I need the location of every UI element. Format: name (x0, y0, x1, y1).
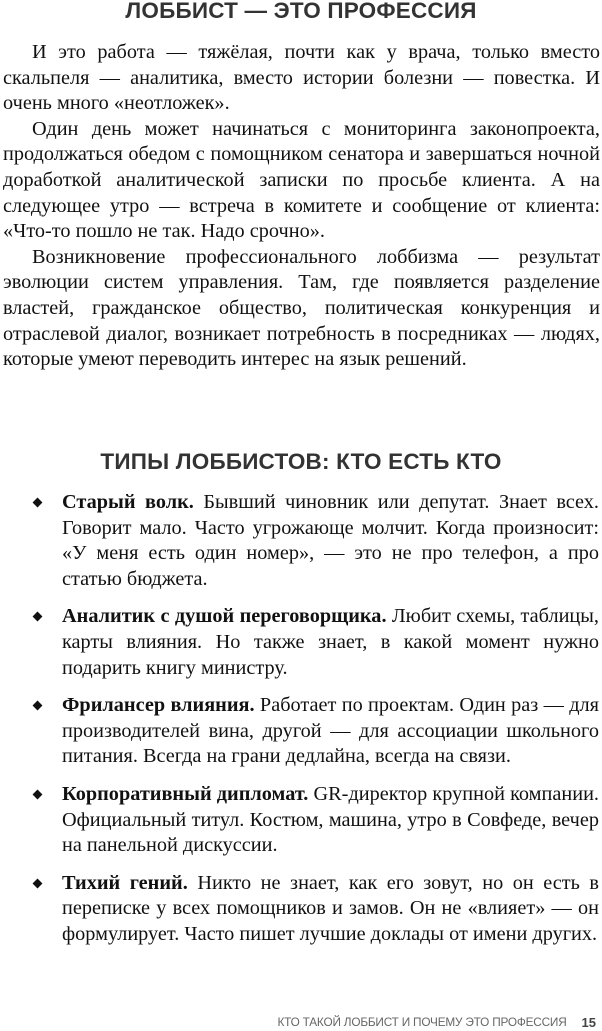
page-number: 15 (581, 1014, 596, 1030)
diamond-bullet-icon (33, 878, 43, 888)
list-item-term: Старый волк. (62, 491, 194, 513)
list-item-text: Никто не знает, как его зовут, но он есть в переписке у всех помощников и замов. Он не «влияет» — он формулирует. Часто пишет лучшие доклады от имени других. (62, 871, 599, 945)
section-heading-lobbyist-types: ТИПЫ ЛОББИСТОВ: КТО ЕСТЬ КТО (100, 449, 502, 474)
list-item (0, 871, 602, 948)
list-item-term: Аналитик с душой переговорщика. (62, 605, 387, 628)
list-item-term: Тихий гений. (62, 871, 188, 894)
section-heading-lobbyist-profession: ЛОББИСТ — ЭТО ПРОФЕССИЯ (125, 0, 477, 23)
list-item-text: Работает по проектам. Один раз — для производителей вина, другой — для ассоциации школьного питания. Всегда на грани дедлайна, всегда на связи. (62, 694, 599, 768)
running-title: КТО ТАКОЙ ЛОББИСТ И ПОЧЕМУ ЭТО ПРОФЕССИЯ (277, 1015, 567, 1029)
lobbyist-types-list (0, 490, 602, 948)
diamond-bullet-icon (33, 498, 43, 508)
diamond-bullet-icon (33, 701, 43, 711)
paragraph: Возникновение профессионального лоббизма — результат эволюции систем управления. Там, где появляется разделение властей, гражданское общество, политическая конкуренция и отраслевой диалог, возникает потребность в посредниках — людях, которые умеют переводить интерес на язык решений. (3, 245, 600, 371)
list-item-text: GR-директор крупной компании. Официальный титул. Костюм, машина, утро в Совфеде, вечер на панельной дискуссии. (62, 782, 599, 857)
list-item-text: Бывший чиновник или депутат. Знает всех. Говорит мало. Часто угрожающе молчит. Когда произносит: «У меня есть один номер», — это не про телефон, а про статью бюджета. (62, 491, 600, 590)
diamond-bullet-icon (33, 612, 43, 622)
list-item (0, 693, 602, 770)
section-body-text (3, 40, 600, 373)
list-item-term: Корпоративный дипломат. (62, 782, 309, 805)
paragraph: И это работа — тяжёлая, почти как у врача, только вместо скальпеля — аналитика, вместо истории болезни — повестка. И очень много «неотложек». (3, 41, 600, 115)
list-item (0, 604, 602, 681)
paragraph: Один день может начинаться с мониторинга законопроекта, продолжаться обедом с помощником сенатора и завершаться ночной доработкой аналитической записки по просьбе клиента. А на следующее утро — встреча в комитете и сообщение от клиента: «Что-то пошло не так. Надо срочно». (3, 117, 600, 243)
diamond-bullet-icon (33, 789, 43, 799)
list-item (0, 490, 602, 592)
list-item-term: Фрилансер влияния. (62, 694, 255, 717)
list-item-text: Любит схемы, таблицы, карты влияния. Но также знает, в какой момент нужно подарить книгу министру. (62, 605, 599, 679)
page-footer (277, 1014, 596, 1030)
list-item (0, 782, 602, 859)
